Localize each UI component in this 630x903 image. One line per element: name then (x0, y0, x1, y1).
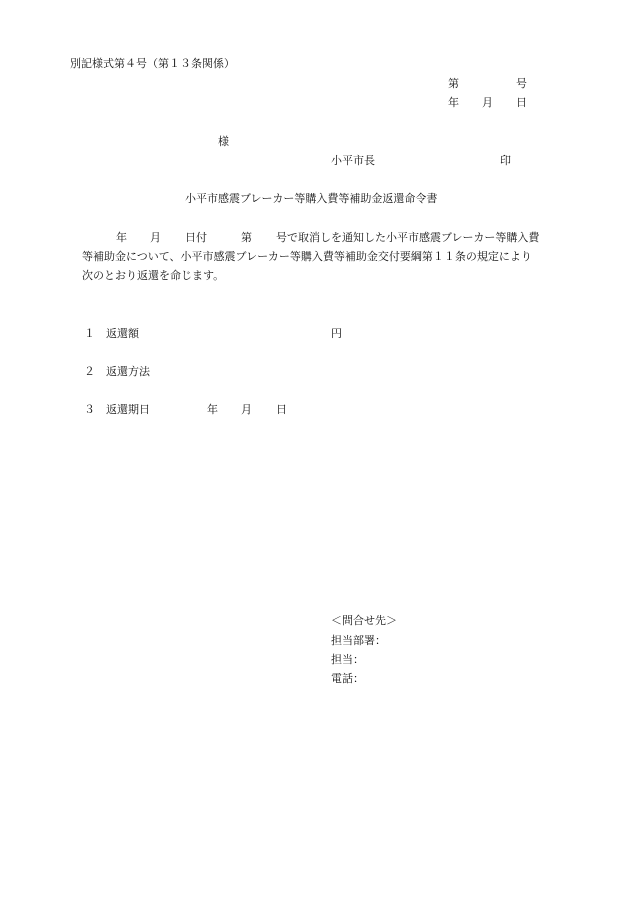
item-2-label: 返還方法 (106, 365, 150, 378)
item-3-day: 日 (276, 403, 287, 416)
body-line2: 等補助金について、小平市感震ブレーカー等購入費等補助金交付要綱第１１条の規定により (82, 250, 532, 263)
item-1-number: １ (84, 327, 95, 340)
body-date-suffix: 日付 (185, 231, 207, 244)
body-year: 年 (116, 231, 127, 244)
body-line3: 次のとおり返還を命じます。 (82, 269, 225, 282)
item-1-unit: 円 (331, 327, 342, 340)
item-3-number: ３ (84, 403, 95, 416)
item-1-label: 返還額 (106, 327, 139, 340)
addressee-suffix: 様 (218, 135, 229, 148)
form-label: 別記様式第４号（第１３条関係） (70, 57, 235, 70)
date-day: 日 (516, 96, 527, 109)
contact-person: 担当： (331, 653, 364, 666)
doc-number-prefix: 第 (448, 77, 459, 90)
item-3-month: 月 (241, 403, 252, 416)
item-3-label: 返還期日 (106, 403, 150, 416)
contact-heading: ＜問合せ先＞ (331, 614, 397, 627)
item-3-year: 年 (207, 403, 218, 416)
contact-department: 担当部署： (331, 634, 386, 647)
issuer-seal: 印 (500, 154, 511, 167)
date-month: 月 (482, 96, 493, 109)
item-2-number: ２ (84, 365, 95, 378)
document-title: 小平市感震ブレーカー等購入費等補助金返還命令書 (185, 192, 438, 205)
issuer-name: 小平市長 (331, 154, 375, 167)
body-number-prefix: 第 (241, 231, 252, 244)
date-year: 年 (448, 96, 459, 109)
contact-phone: 電話： (331, 672, 364, 685)
body-month: 月 (150, 231, 161, 244)
doc-number-suffix: 号 (516, 77, 527, 90)
body-line1-text: 号で取消しを通知した小平市感震ブレーカー等購入費 (276, 231, 540, 244)
